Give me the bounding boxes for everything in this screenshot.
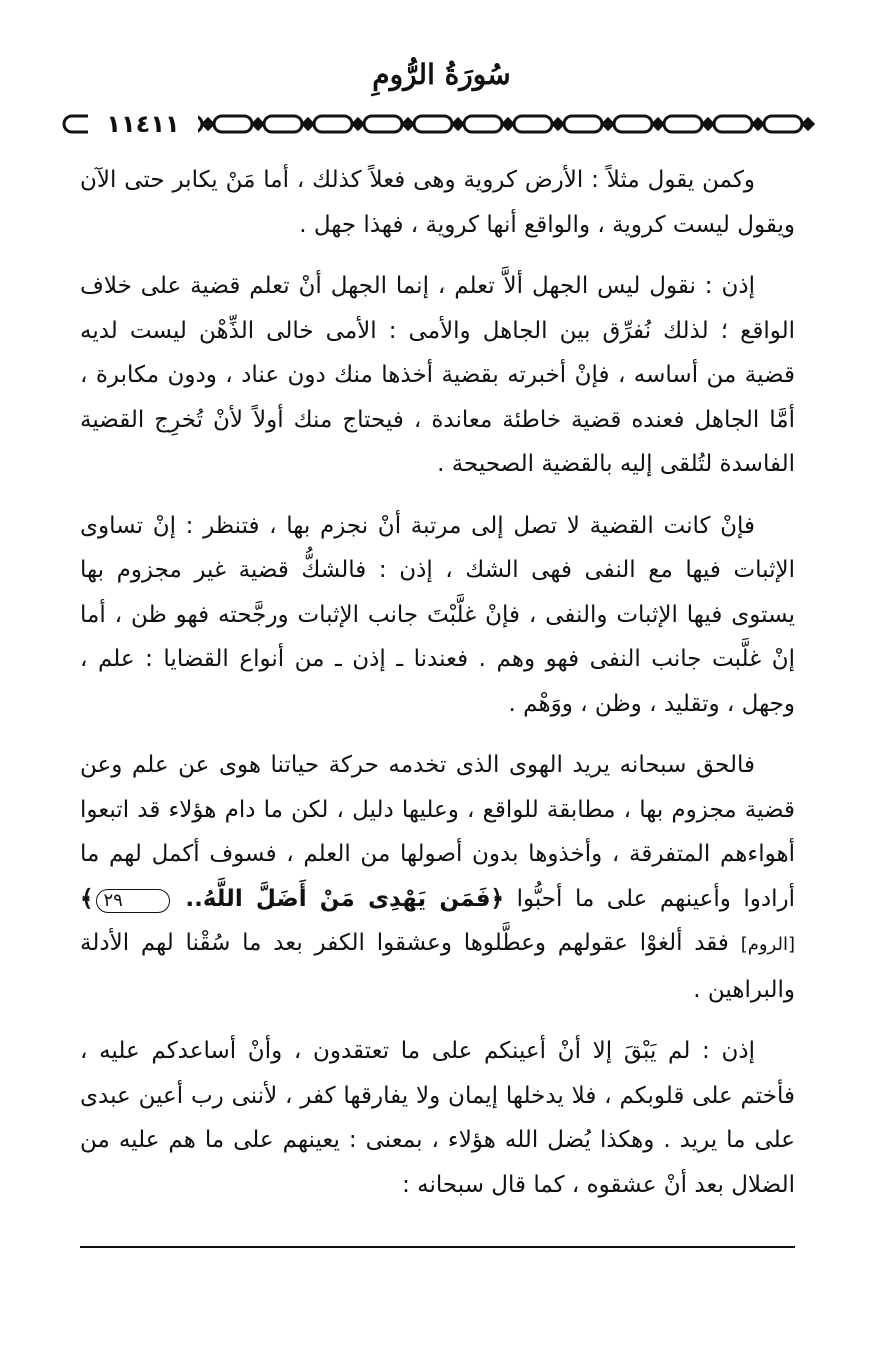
paragraph-3: فإنْ كانت القضية لا تصل إلى مرتبة أنْ نجزم بها ، فتنظر : إنْ تساوى الإثبات فيها مع النفى فهى الشك ، إذن : فالشكُّ قضية غير مجزوم بها يستوى فيها الإثبات والنفى ، فإنْ غلَّبْتَ جانب الإثبات ورجَّحته فهو ظن ، أما إنْ غلَّبت جانب النفى فهو وهم . فعندنا ـ إذن ـ من أنواع القضايا : علم ، وجهل ، وتقليد ، وظن ، ووَهْم .: [80, 512, 795, 717]
quran-verse: ﴿فَمَن يَهْدِى مَنْ أَضَلَّ اللَّهُ..: [185, 885, 505, 912]
ayah-number: ٢٩: [96, 889, 169, 913]
page-body: [80, 158, 795, 1207]
paragraph-2: إذن : نقول ليس الجهل ألاَّ تعلم ، إنما الجهل أنْ تعلم قضية على خلاف الواقع ؛ لذلك نُفرِّق بين الجاهل والأمى : الأمى خالى الذِّهْن ليست لديه قضية من أساسه ، فإنْ أخبرته بقضية أخذها منك دون عناد ، ودون مكابرة ، أمَّا الجاهل فعنده قضية خاطئة معاندة ، فيحتاج منك أولاً لأنْ تُخرِج القضية الفاسدة لتُلقى إليه بالقضية الصحيحة .: [80, 273, 795, 477]
paragraph-1: وكمن يقول مثلاً : الأرض كروية وهى فعلاً كذلك ، أما مَنْ يكابر حتى الآن ويقول ليست كروية ، والواقع أنها كروية ، فهذا جهل .: [80, 167, 795, 238]
footer-rule: [80, 1246, 795, 1248]
page-number: ١١٤١١: [88, 108, 198, 140]
paragraph-4-text-b: فقد ألغوْا عقولهم وعطَّلوها وعشقوا الكفر بعد ما سُقْنا لهم الأدلة والبراهين .: [80, 930, 795, 1003]
quran-bracket-close: ﴾: [80, 885, 94, 912]
paragraph-4: [80, 743, 795, 1012]
surah-reference: [الروم]: [740, 934, 795, 955]
paragraph-4-text-a: فالحق سبحانه يريد الهوى الذى تخدمه حركة حياتنا هوى عن علم وعن قضية مجزوم بها ، مطابقة للواقع ، وعليها دليل ، لكن ما دام هؤلاء قد اتبعوا أهواءهم المتفرقة ، وأخذوها بدون أصولها من العلم ، فسوف أكمل لهم ما أرادوا وأعينهم على ما أحبُّوا: [80, 752, 796, 912]
paragraph-5: إذن : لم يَبْقَ إلا أنْ أعينكم على ما تعتقدون ، وأنْ أساعدكم عليه ، فأختم على قلوبكم ، فلا يدخلها إيمان ولا يفارقها كفر ، لأننى رب أعين عبدى على ما يريد . وهكذا يُضل الله هؤلاء ، بمعنى : يعينهم على ما هم عليه من الضلال بعد أنْ عشقوه ، كما قال سبحانه :: [80, 1038, 795, 1198]
surah-title: سُورَةُ الرُّومِ: [372, 58, 511, 91]
